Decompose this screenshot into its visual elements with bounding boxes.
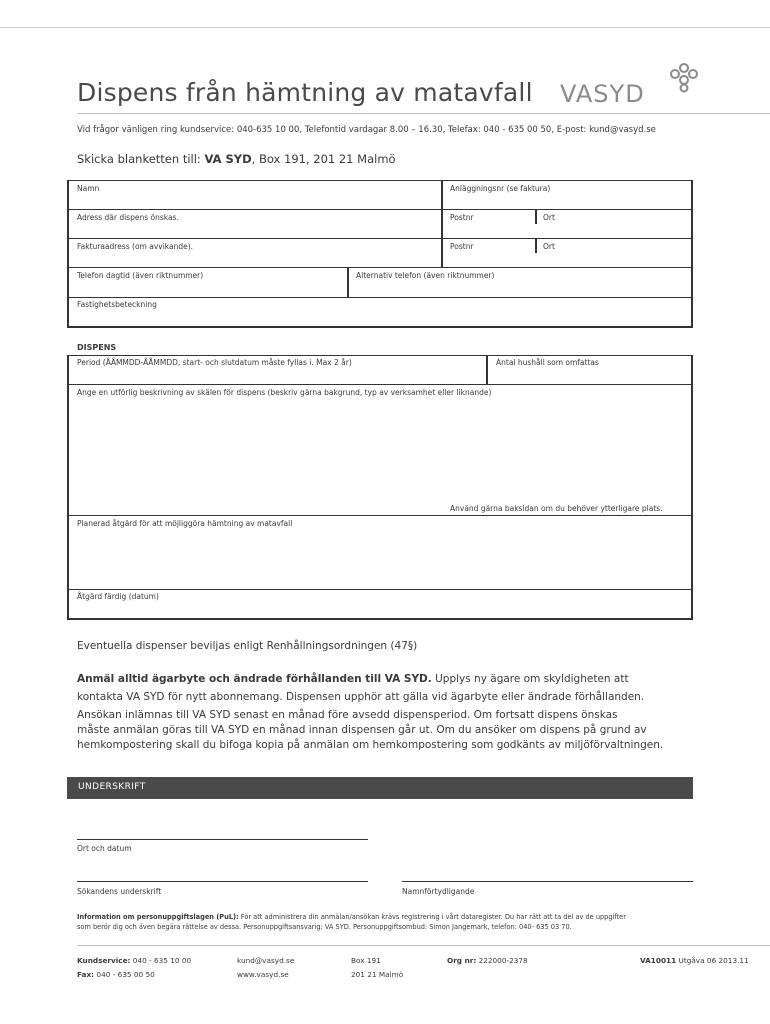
- dispens-col-divider: [486, 355, 488, 384]
- form-row-line: [67, 267, 693, 268]
- period-field[interactable]: Period (ÅÅMMDD-ÅÅMMDD, start- och slutdatum måste fyllas i. Max 2 år): [77, 358, 352, 367]
- header-divider: [77, 113, 770, 114]
- footer-kundservice: [77, 956, 191, 965]
- phone-alt-field[interactable]: Alternativ telefon (även riktnummer): [356, 271, 495, 280]
- facility-number-field[interactable]: Anläggningsnr (se faktura): [450, 184, 551, 193]
- address-field[interactable]: Adress där dispens önskas.: [77, 213, 179, 222]
- name-field[interactable]: Namn: [77, 184, 100, 193]
- footer-box: Box 191: [351, 956, 381, 965]
- reasons-field[interactable]: Ange en utförlig beskrivning av skälen för dispens (beskriv gärna bakgrund, typ av verksamhet eller liknande): [77, 388, 492, 397]
- privacy-text-1: För att administrera din anmälan/ansökan krävs registrering i vårt dataregister. Du har rätt att ta del av de uppgifter: [238, 913, 626, 921]
- invoice-ort-field[interactable]: Ort: [543, 242, 555, 251]
- applicant-signature-label: Sökandens underskrift: [77, 887, 162, 896]
- fax-label: Fax:: [77, 970, 95, 979]
- org-label: Org nr:: [447, 956, 477, 965]
- privacy-line-1: [77, 912, 626, 922]
- ownership-rest: Upplys ny ägare om skyldigheten att: [431, 673, 629, 685]
- ownership-bold: Anmäl alltid ägarbyte och ändrade förhållanden till VA SYD.: [77, 673, 432, 685]
- va-syd-logo: [560, 60, 710, 110]
- ownership-line: [77, 672, 629, 687]
- planned-action-field[interactable]: Planerad åtgärd för att möjliggöra hämtning av matavfall: [77, 519, 293, 528]
- privacy-line-2: som berör dig och även begära rättelse av dessa. Personuppgiftsansvarig: VA SYD. Personuppgiftsombud: Simon Jangemark, telefon: 040- 635 03 70.: [77, 923, 572, 931]
- place-date-label: Ort och datum: [77, 844, 132, 853]
- invoice-postnr-field[interactable]: Postnr: [450, 242, 474, 251]
- privacy-bold: Information om personuppgiftslagen (PuL):: [77, 913, 239, 921]
- applicant-signature-line[interactable]: [77, 881, 368, 882]
- kundservice-value: 040 - 635 10 00: [130, 956, 192, 965]
- svg-text:VASYD: VASYD: [560, 80, 645, 108]
- name-clarification-label: Namnförtydligande: [402, 887, 475, 896]
- name-clarification-line[interactable]: [402, 881, 693, 882]
- fax-value: 040 - 635 00 50: [94, 970, 155, 979]
- signature-heading: UNDERSKRIFT: [78, 782, 146, 792]
- footer-divider: [77, 945, 770, 946]
- contact-line: Vid frågor vänligen ring kundservice: 040-635 10 00, Telefontid vardagar 8.00 – 16.30, Telefax: 040 - 635 00 50, E-post: kund@vasyd.se: [77, 125, 656, 135]
- form-row-line: [67, 238, 693, 239]
- send-to-prefix: Skicka blanketten till:: [77, 152, 205, 166]
- kundservice-label: Kundservice:: [77, 956, 131, 965]
- va-syd-logo-icon: [560, 60, 710, 110]
- dispens-heading: DISPENS: [77, 343, 117, 352]
- dispens-row-line: [67, 589, 693, 590]
- place-date-line[interactable]: [77, 839, 368, 840]
- org-value: 222000-2378: [476, 956, 528, 965]
- footer-email[interactable]: kund@vasyd.se: [237, 956, 295, 965]
- backside-note: Använd gärna baksidan om du behöver ytterligare plats.: [450, 504, 663, 513]
- info-line-4: måste anmälan göras till VA SYD en månad innan dispensen går ut. Om du ansöker om dispens på grund av: [77, 724, 647, 736]
- info-line-3: Ansökan inlämnas till VA SYD senast en månad före avsedd dispensperiod. Om fortsatt dispens önskas: [77, 709, 618, 721]
- form-col-divider: [347, 267, 349, 297]
- info-line-5: hemkompostering skall du bifoga kopia på anmälan om hemkompostering som godkänts av miljöförvaltningen.: [77, 739, 664, 751]
- send-to-address: , Box 191, 201 21 Malmö: [251, 152, 396, 166]
- top-divider: [0, 27, 770, 28]
- form-edition: Utgåva 06 2013.11: [676, 956, 749, 965]
- form-row-line: [67, 297, 693, 298]
- customer-form-frame: [67, 180, 693, 328]
- footer-org: [447, 956, 528, 965]
- form-id: VA10011: [640, 956, 677, 965]
- form-col-divider: [535, 209, 537, 224]
- signature-heading-bar: [67, 777, 693, 799]
- dispens-row-line: [67, 384, 693, 385]
- info-line-2: kontakta VA SYD för nytt abonnemang. Dispensen upphör att gälla vid ägarbyte eller ändrade förhållanden.: [77, 691, 645, 703]
- form-row-line: [67, 209, 693, 210]
- footer-city: 201 21 Malmö: [351, 970, 404, 979]
- invoice-address-field[interactable]: Fakturaadress (om avvikande).: [77, 242, 194, 251]
- dispens-row-line: [67, 515, 693, 516]
- dispens-row-line: [67, 355, 693, 356]
- form-col-divider: [441, 180, 443, 267]
- households-field[interactable]: Antal hushåll som omfattas: [496, 358, 599, 367]
- footer-form-id: [640, 956, 749, 965]
- property-field[interactable]: Fastighetsbeteckning: [77, 300, 157, 309]
- footer-web[interactable]: www.vasyd.se: [237, 970, 289, 979]
- page-title: Dispens från hämtning av matavfall: [77, 78, 533, 107]
- action-done-date-field[interactable]: Åtgärd färdig (datum): [77, 592, 159, 601]
- postnr-field[interactable]: Postnr: [450, 213, 474, 222]
- granted-text: Eventuella dispenser beviljas enligt Renhållningsordningen (47§): [77, 640, 418, 652]
- form-col-divider: [535, 238, 537, 253]
- phone-day-field[interactable]: Telefon dagtid (även riktnummer): [77, 271, 204, 280]
- send-to-line: [77, 152, 396, 166]
- footer-fax: [77, 970, 155, 979]
- form-row-line: [67, 180, 693, 181]
- send-to-org: VA SYD: [204, 152, 252, 166]
- ort-field[interactable]: Ort: [543, 213, 555, 222]
